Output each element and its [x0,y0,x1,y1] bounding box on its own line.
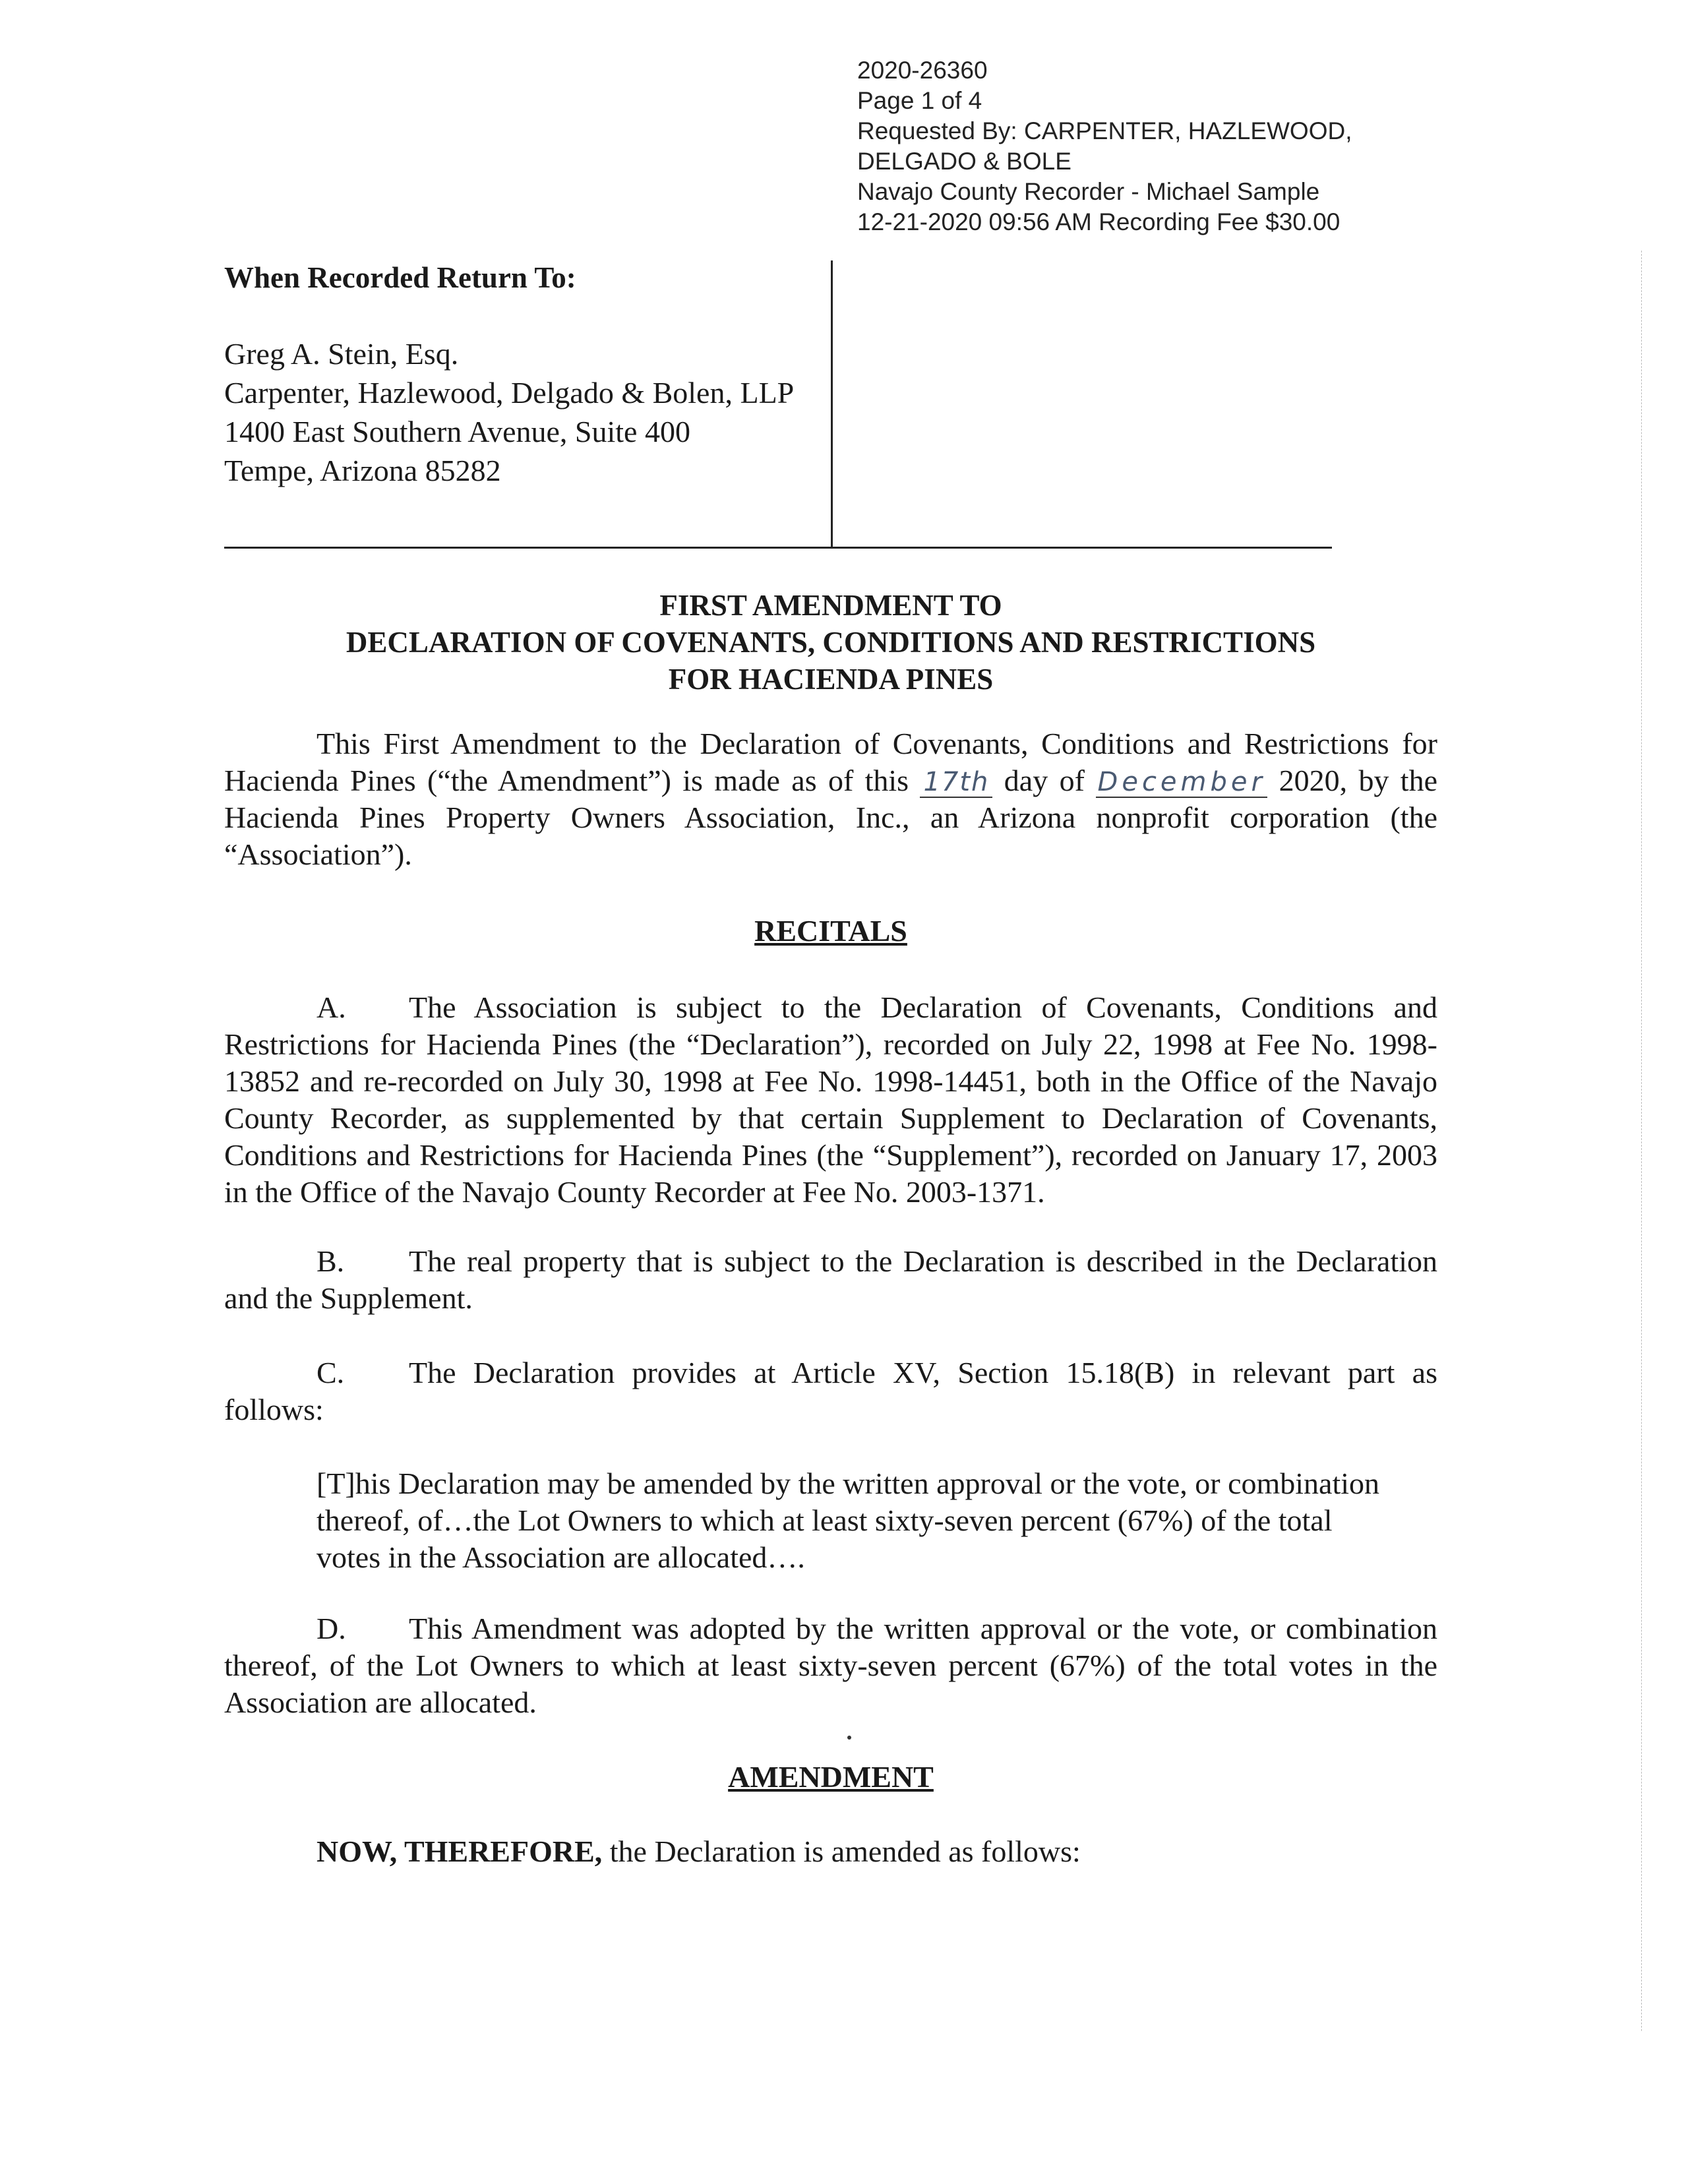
recorder-name: Navajo County Recorder - Michael Sample [857,178,1320,205]
return-to-title: When Recorded Return To: [224,261,576,294]
recital-text: The Declaration provides at Article XV, Section 15.18(B) in relevant part as follows: [224,1356,1437,1426]
recital-text: The real property that is subject to the Declaration is described in the Declaration and the Supplement. [224,1244,1437,1315]
page-count: Page 1 of 4 [857,87,982,114]
intro-text: This First Amendment to the Declaration of Covenants, Conditions and Restrictions for Hacienda Pines (“the Amendment”) is made as of this [224,727,1437,797]
now-therefore-text: the Declaration is amended as follows: [609,1835,1081,1868]
intro-text: 2020, by the Hacienda Pines Property Owners Association, Inc., an Arizona nonprofit corporation (the “Association”). [224,764,1438,871]
recital-b [224,1243,1437,1317]
document-number: 2020-26360 [857,57,988,84]
address-line: Tempe, Arizona 85282 [224,454,501,487]
intro-paragraph [224,725,1437,873]
requested-by-continued: DELGADO & BOLE [857,148,1071,175]
recital-text: The Association is subject to the Declaration of Covenants, Conditions and Restrictions for Hacienda Pines (the “Declaration”), recorded on July 22, 1998 at Fee No. 1998-13852 and re-recorded on July 30, 1998 at Fee No. 1998-14451, both in the Office of the Navajo County Recorder, as supplemented by that certain Supplement to Declaration of Covenants, Conditions and Restrictions for Hacienda Pines (the “Supplement”), recorded on January 17, 2003 in the Office of the Navajo County Recorder at Fee No. 2003-1371. [224,990,1437,1209]
recital-c [224,1354,1437,1428]
now-therefore-paragraph [224,1833,1437,1870]
recital-letter: D. [316,1612,346,1645]
return-address [224,334,794,490]
handwritten-day: 17th [920,768,992,798]
recital-letter: B. [316,1244,345,1278]
quoted-declaration-text: [T]his Declaration may be amended by the written approval or the vote, or combination thereof, of…the Lot Owners to which at least sixty-seven percent (67%) of the total votes in the Association are allocated…. [316,1467,1380,1574]
handwritten-month: December [1096,768,1267,798]
title-line-2: DECLARATION OF COVENANTS, CONDITIONS AND RESTRICTIONS [346,626,1316,659]
scan-edge-artifact [1641,251,1642,2031]
recital-text: This Amendment was adopted by the written approval or the vote, or combination thereof, of the Lot Owners to which at least sixty-seven percent (67%) of the total votes in the Association are allocated. [224,1612,1437,1719]
recital-letter: A. [316,990,346,1024]
recording-datetime-fee: 12-21-2020 09:56 AM Recording Fee $30.00 [857,208,1341,235]
recital-a [224,989,1437,1211]
title-line-3: FOR HACIENDA PINES [668,663,994,696]
title-line-1: FIRST AMENDMENT TO [659,589,1002,622]
scan-speck [847,1736,851,1740]
address-line: Carpenter, Hazlewood, Delgado & Bolen, LLP [224,376,795,410]
header-divider [224,547,1332,549]
document-title [224,587,1437,698]
recitals-heading: RECITALS [754,914,907,948]
return-to-block [224,260,833,547]
address-line: Greg A. Stein, Esq. [224,337,459,371]
address-line: 1400 East Southern Avenue, Suite 400 [224,415,690,448]
recital-letter: C. [316,1356,345,1389]
amendment-heading: AMENDMENT [728,1760,934,1794]
intro-text: day of [1004,764,1085,797]
requested-by: Requested By: CARPENTER, HAZLEWOOD, [857,117,1352,144]
now-therefore-lead: NOW, THEREFORE, [316,1835,603,1868]
recital-d [224,1610,1437,1721]
recording-stamp [857,55,1352,237]
